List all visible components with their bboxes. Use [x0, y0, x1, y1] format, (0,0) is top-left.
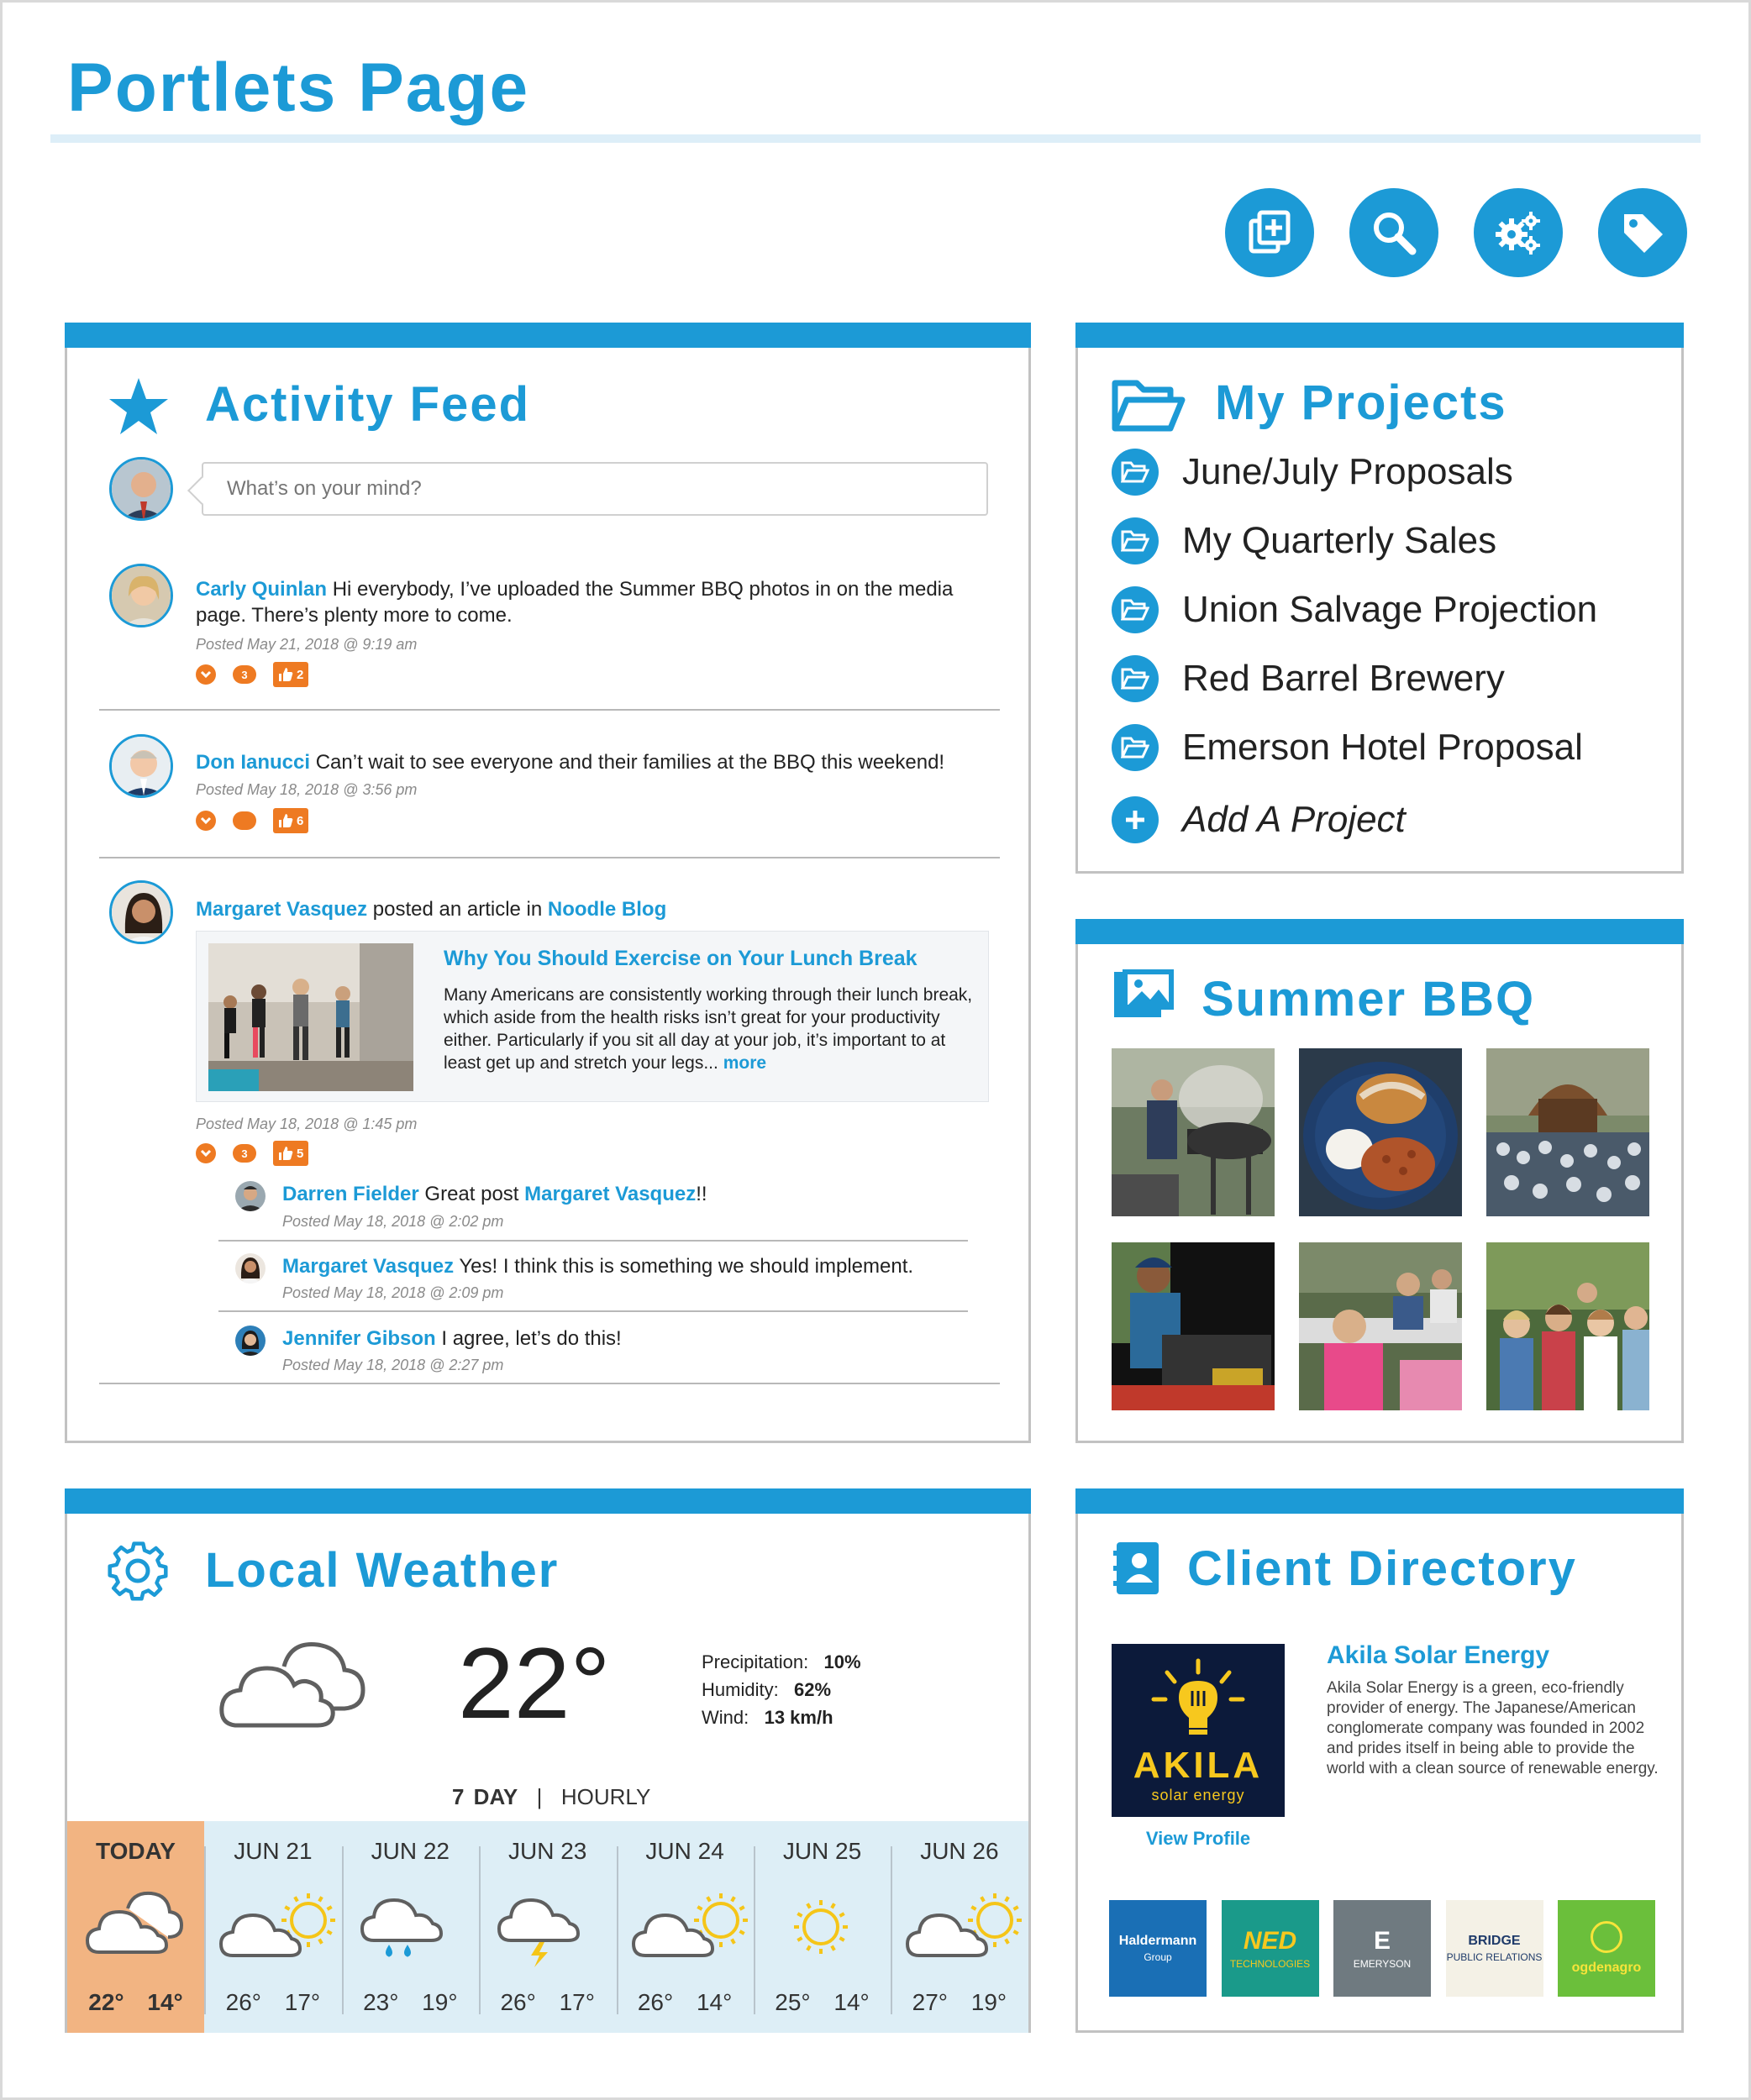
- avatar: [109, 880, 173, 944]
- read-more-link[interactable]: more: [723, 1053, 767, 1073]
- like-button[interactable]: [273, 808, 308, 833]
- gallery-photo[interactable]: [1299, 1048, 1462, 1216]
- precipitation-label: Precipitation:: [702, 1651, 809, 1672]
- forecast-temps: 25° 14°: [775, 1989, 870, 2015]
- reply-suffix: !!: [696, 1183, 707, 1205]
- client-logo-name: EMERYSON: [1353, 1957, 1412, 1970]
- activity-feed-panel: [65, 323, 1031, 1443]
- tab-hourly[interactable]: HOURLY: [560, 1784, 651, 1809]
- post-author-link[interactable]: Carly Quinlan: [196, 578, 328, 601]
- panel-header-bar: [1075, 323, 1684, 348]
- client-logo-mark: BRIDGE: [1468, 1933, 1521, 1948]
- my-projects-title: My Projects: [1215, 375, 1507, 430]
- project-item[interactable]: [1112, 655, 1505, 702]
- humidity-label: Humidity:: [702, 1679, 779, 1700]
- post-timestamp: Posted May 18, 2018 @ 3:56 pm: [196, 781, 418, 798]
- post-reactions: [196, 808, 308, 833]
- mention-link[interactable]: Margaret Vasquez: [524, 1183, 697, 1205]
- chevron-down-icon[interactable]: [196, 1143, 216, 1163]
- add-project-button[interactable]: [1112, 796, 1406, 843]
- post-text: [196, 576, 1002, 628]
- project-label: June/July Proposals: [1182, 451, 1513, 492]
- client-logo-name: ogdenagro: [1571, 1960, 1642, 1975]
- article-card[interactable]: [196, 931, 989, 1102]
- thunderstorm-icon: [492, 1887, 610, 1979]
- forecast-day-name: JUN 25: [782, 1838, 862, 1864]
- image-gallery-icon: [1112, 969, 1174, 1020]
- chevron-down-icon[interactable]: [196, 664, 216, 685]
- add-project-label: Add A Project: [1182, 799, 1406, 840]
- page-title: Portlets Page: [67, 50, 530, 126]
- project-item[interactable]: [1112, 724, 1583, 771]
- reply-author-link[interactable]: Jennifer Gibson: [282, 1327, 436, 1350]
- panel-header-bar: [65, 1488, 1031, 1514]
- forecast-temps: 23° 19°: [363, 1989, 458, 2015]
- reply-body: Great post: [424, 1183, 519, 1205]
- article-thumbnail[interactable]: [208, 943, 413, 1091]
- title-divider: [50, 134, 1701, 143]
- comment-count-badge[interactable]: [233, 811, 256, 830]
- forecast-day-name: JUN 26: [920, 1838, 999, 1864]
- forecast-tabs: [452, 1784, 650, 1810]
- my-projects-panel: [1075, 323, 1684, 874]
- thumbs-up-icon: [278, 667, 293, 682]
- project-item[interactable]: [1112, 586, 1597, 633]
- project-item[interactable]: [1112, 449, 1513, 496]
- forecast-temps: 22° 14°: [88, 1989, 183, 2015]
- post-body: Can’t wait to see everyone and their families at the BBQ this weekend!: [315, 751, 945, 774]
- forecast-temps: 26° 17°: [500, 1989, 595, 2015]
- folder-open-icon: [1112, 449, 1159, 496]
- forecast-day[interactable]: [754, 1821, 891, 2033]
- project-label: Red Barrel Brewery: [1182, 658, 1505, 699]
- like-count: 5: [297, 1146, 304, 1161]
- composer-input-box[interactable]: [202, 462, 988, 516]
- star-icon: [108, 376, 170, 437]
- rain-icon: [355, 1887, 473, 1979]
- reply-text: [282, 1326, 1005, 1352]
- post-text: [196, 896, 1002, 922]
- forecast-day-name: JUN 22: [371, 1838, 450, 1864]
- client-logo[interactable]: [1333, 1900, 1431, 1997]
- view-profile-link[interactable]: View Profile: [1145, 1828, 1251, 1849]
- reply-author-link[interactable]: Margaret Vasquez: [282, 1255, 455, 1278]
- post-action: posted an article in: [372, 898, 543, 921]
- reply-timestamp: Posted May 18, 2018 @ 2:27 pm: [282, 1357, 504, 1373]
- forecast-day[interactable]: [342, 1821, 479, 2033]
- like-count: 6: [297, 813, 304, 828]
- like-button[interactable]: [273, 1141, 308, 1166]
- tag-button[interactable]: [1598, 188, 1687, 277]
- project-label: Union Salvage Projection: [1182, 589, 1598, 630]
- project-item[interactable]: [1112, 517, 1496, 564]
- partly-cloudy-icon: [630, 1887, 748, 1979]
- post-text: [196, 749, 1002, 775]
- search-icon: [1369, 207, 1419, 258]
- gallery-photo[interactable]: [1112, 1048, 1275, 1216]
- company-description: Akila Solar Energy is a green, eco-friendly provider of energy. The Japanese/American conglomerate company was founded in 2002 and prides itself in being able to provide the world with a clean source of renewable energy.: [1327, 1679, 1659, 1777]
- current-user-avatar: [109, 457, 173, 521]
- client-logo-mark: Haldermann: [1118, 1933, 1197, 1948]
- post-author-link[interactable]: Margaret Vasquez: [196, 898, 368, 921]
- client-directory-title: Client Directory: [1187, 1541, 1577, 1596]
- post-reactions: [196, 662, 308, 687]
- client-logo[interactable]: [1222, 1900, 1319, 1997]
- reply-timestamp: Posted May 18, 2018 @ 2:09 pm: [282, 1284, 504, 1301]
- post-author-link[interactable]: Don Ianucci: [196, 751, 311, 774]
- logo-tagline: solar energy: [1151, 1787, 1245, 1803]
- partly-cloudy-icon: [904, 1887, 1022, 1979]
- gallery-photo[interactable]: [1486, 1048, 1649, 1216]
- client-logo-mark: E: [1373, 1926, 1391, 1955]
- sunny-icon: [767, 1887, 885, 1979]
- summer-bbq-title: Summer BBQ: [1202, 972, 1536, 1026]
- settings-button[interactable]: [1474, 188, 1563, 277]
- gallery-photo[interactable]: [1486, 1242, 1649, 1410]
- status-input[interactable]: [227, 474, 966, 504]
- humidity-value: 62%: [794, 1679, 832, 1700]
- folder-open-icon: [1112, 378, 1186, 432]
- company-name[interactable]: Akila Solar Energy: [1327, 1641, 1550, 1669]
- forecast-day[interactable]: [617, 1821, 754, 2033]
- local-weather-title: Local Weather: [205, 1543, 560, 1598]
- forecast-day-name: JUN 21: [234, 1838, 313, 1864]
- folder-open-icon: [1112, 586, 1159, 633]
- comment-count-badge[interactable]: 3: [233, 665, 256, 684]
- reply-timestamp: Posted May 18, 2018 @ 2:02 pm: [282, 1213, 504, 1230]
- wind-label: Wind:: [702, 1707, 749, 1728]
- forecast-day[interactable]: [204, 1821, 341, 2033]
- forecast-day[interactable]: [67, 1821, 204, 2033]
- blog-link[interactable]: Noodle Blog: [547, 898, 667, 921]
- company-logo[interactable]: [1112, 1644, 1285, 1817]
- tag-icon: [1617, 207, 1668, 258]
- like-count: 2: [297, 667, 304, 682]
- client-logo-name: Group: [1144, 1951, 1172, 1964]
- gear-icon: [106, 1539, 170, 1603]
- avatar: [109, 564, 173, 627]
- reply-body: Yes! I think this is something we should implement.: [459, 1255, 914, 1278]
- client-logo-name: TECHNOLOGIES: [1229, 1957, 1311, 1970]
- forecast-day-name: TODAY: [96, 1838, 176, 1864]
- forecast-temps: 27° 19°: [912, 1989, 1007, 2015]
- reply-text: [282, 1253, 1005, 1279]
- forecast-day-name: JUN 23: [508, 1838, 587, 1864]
- logo-wordmark: AKILA: [1133, 1745, 1264, 1786]
- settings-gears-icon: [1493, 207, 1543, 258]
- summer-bbq-panel: [1075, 919, 1684, 1443]
- plus-circle-icon: [1112, 796, 1159, 843]
- current-temperature: 22°: [458, 1627, 611, 1740]
- tab-7-day[interactable]: 7 DAY: [452, 1784, 518, 1809]
- panel-header-bar: [1075, 1488, 1684, 1514]
- reply-author-link[interactable]: Darren Fielder: [282, 1183, 419, 1205]
- contact-book-icon: [1113, 1541, 1162, 1596]
- folder-open-icon: [1112, 517, 1159, 564]
- client-logo-mark: NED: [1243, 1926, 1297, 1955]
- panel-header-bar: [65, 323, 1031, 348]
- folder-open-icon: [1112, 655, 1159, 702]
- search-button[interactable]: [1349, 188, 1438, 277]
- thumbs-up-icon: [278, 813, 293, 828]
- client-logo[interactable]: [1558, 1900, 1655, 1997]
- post-divider: [99, 1383, 1000, 1384]
- post-divider: [99, 857, 1000, 858]
- weather-stats: [702, 1648, 861, 1731]
- project-label: My Quarterly Sales: [1182, 520, 1497, 561]
- cloudy-icon: [218, 1636, 366, 1732]
- like-button[interactable]: [273, 662, 308, 687]
- avatar: [109, 734, 173, 798]
- activity-feed-title: Activity Feed: [205, 377, 530, 432]
- forecast-day[interactable]: [479, 1821, 616, 2033]
- tab-separator: |: [536, 1784, 543, 1809]
- article-body: Many Americans are consistently working through their lunch break, which aside from the health risks isn’t great for your productivity either. Particularly if you sit all day at your job, it’s important to at least get up and stretch your legs...: [444, 985, 973, 1073]
- wheat-icon: [1591, 1921, 1622, 1953]
- panel-header-bar: [1075, 919, 1684, 944]
- comment-count-badge[interactable]: 3: [233, 1144, 256, 1163]
- add-page-icon: [1244, 207, 1295, 258]
- precipitation-value: 10%: [823, 1651, 861, 1672]
- cloudy-icon: [81, 1887, 198, 1979]
- avatar: [235, 1326, 266, 1356]
- post-body: Hi everybody, I’ve uploaded the Summer BBQ photos in on the media page. There’s plenty more to come.: [196, 578, 954, 627]
- post-divider: [99, 709, 1000, 711]
- forecast-day-name: JUN 24: [645, 1838, 724, 1864]
- wind-value: 13 km/h: [764, 1707, 833, 1728]
- client-logo[interactable]: [1109, 1900, 1207, 1997]
- article-excerpt: [444, 984, 981, 1074]
- partly-cloudy-icon: [218, 1887, 335, 1979]
- client-logo-name: PUBLIC RELATIONS: [1446, 1951, 1543, 1964]
- forecast-day[interactable]: [891, 1821, 1028, 2033]
- add-page-button[interactable]: [1225, 188, 1314, 277]
- post-timestamp: Posted May 21, 2018 @ 9:19 am: [196, 636, 418, 653]
- reply-divider: [218, 1240, 968, 1242]
- client-logo[interactable]: [1446, 1900, 1543, 1997]
- post-reactions: [196, 1141, 308, 1166]
- avatar: [235, 1181, 266, 1211]
- avatar: [235, 1253, 266, 1284]
- reply-text: [282, 1181, 1005, 1207]
- forecast-temps: 26° 17°: [225, 1989, 321, 2015]
- forecast-temps: 26° 14°: [637, 1989, 733, 2015]
- toolbar: [1223, 188, 1709, 281]
- post-timestamp: Posted May 18, 2018 @ 1:45 pm: [196, 1116, 418, 1132]
- reply-divider: [218, 1310, 968, 1312]
- chevron-down-icon[interactable]: [196, 811, 216, 831]
- article-title-link[interactable]: Why You Should Exercise on Your Lunch Break: [444, 947, 918, 970]
- project-label: Emerson Hotel Proposal: [1182, 727, 1583, 768]
- folder-open-icon: [1112, 724, 1159, 771]
- thumbs-up-icon: [278, 1146, 293, 1161]
- gallery-photo[interactable]: [1299, 1242, 1462, 1410]
- reply-body: I agree, let’s do this!: [441, 1327, 622, 1350]
- gallery-photo[interactable]: [1112, 1242, 1275, 1410]
